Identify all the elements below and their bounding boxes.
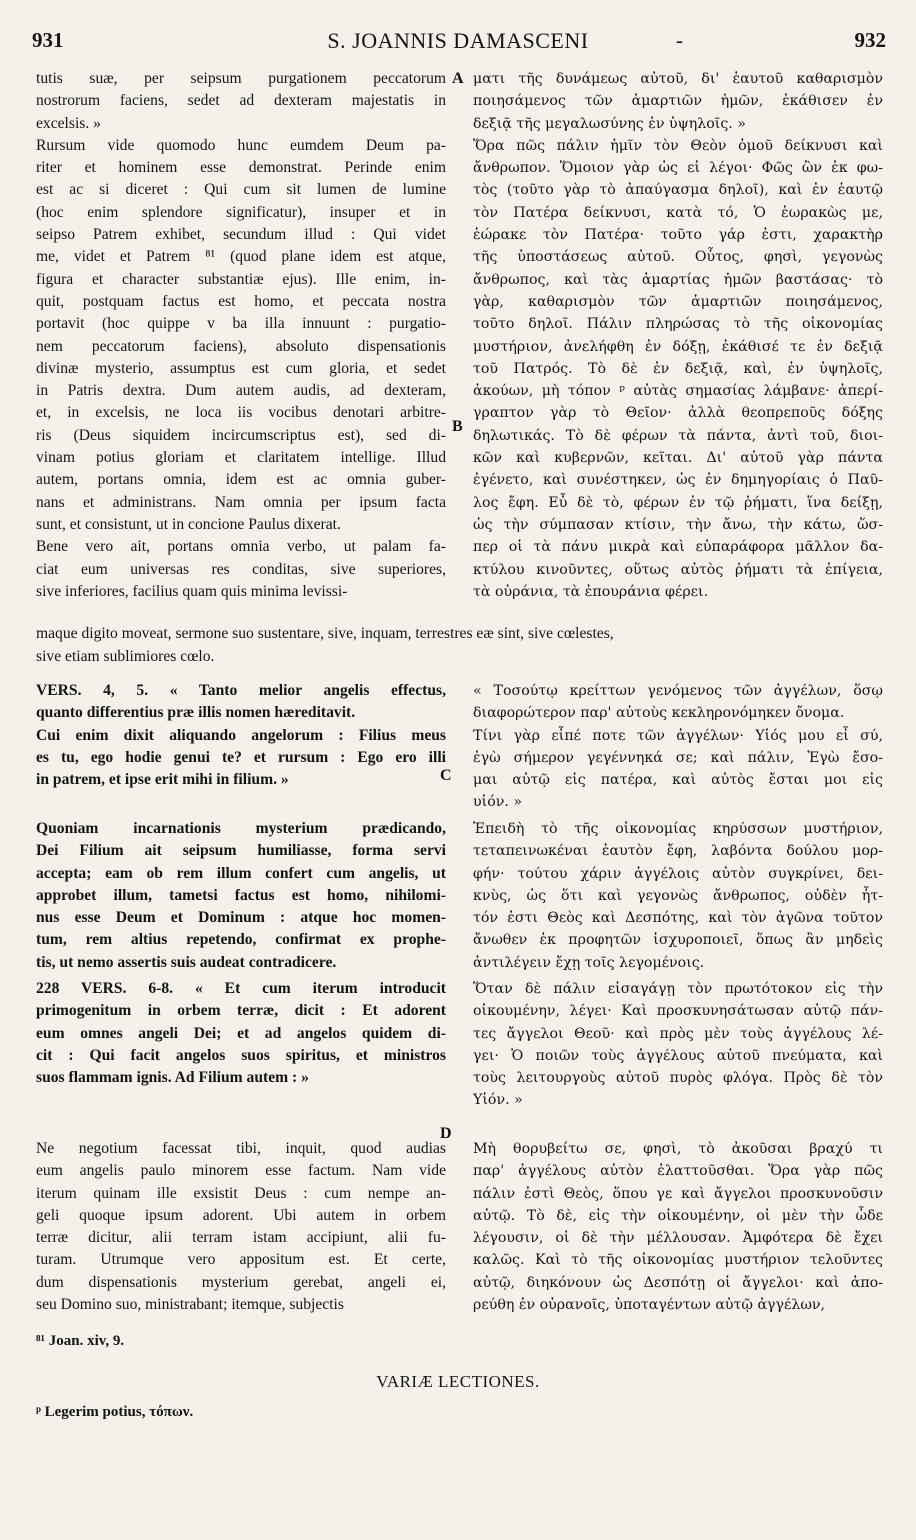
spanning-line-2: sive etiam sublimiores cœlo. (36, 648, 215, 665)
text-line: seipso Patrem exhibet, secundum illud : Qui videt (36, 226, 446, 244)
text-line: πάλιν ἐστὶ Θεὸς, ὅπου γε καὶ ἄγγελοι προσκυνοῦσιν (473, 1185, 883, 1202)
text-line: τοὺς λειτουργοὺς αὐτοῦ πυρὸς φλόγα. Πρὸς δὲ τὸν (473, 1070, 883, 1087)
text-line: excelsis. » (36, 114, 101, 132)
text-line: τὰ οὐράνια, τὰ ἐπουράνια φέρει. (473, 583, 709, 600)
text-line: γὰρ, καθαρισμὸν τῶν ἁμαρτιῶν ποιησάμενος, (473, 293, 883, 310)
latin-column-block-5 (36, 1138, 446, 1316)
text-line: τόν ἐστι Θεὸς καὶ Δεσπότης, καὶ τὸν ἀγῶνα τοῦτον (473, 910, 883, 927)
margin-marker-b: B (452, 418, 463, 435)
text-line: Τίνι γὰρ εἶπέ ποτε τῶν ἀγγέλων· Υἱός μου εἶ σύ, (473, 727, 883, 744)
variae-lectiones-heading: VARIÆ LECTIONES. (376, 1372, 540, 1391)
spanning-line: maque digito moveat, sermone suo sustentare, sive, inquam, terrestres eæ sint, sive cœlestes, (36, 625, 614, 642)
text-line: nans et administrans. Nam omnia per ipsum facta (36, 493, 446, 511)
text-line: 228 VERS. 6-8. « Et cum iterum introducit (36, 980, 446, 997)
left-page-number: 931 (32, 28, 64, 52)
text-line: Dei Filium ait seipsum humiliasse, forma servi (36, 842, 446, 860)
text-line: autem, portans omnia, idem est ac omnia guber- (36, 471, 446, 489)
greek-column-block-2 (473, 680, 883, 814)
text-line: primogenitum in orbem terræ, dicit : Et adorent (36, 1002, 446, 1020)
text-line: Ὅταν δὲ πάλιν εἰσαγάγῃ τὸν πρωτότοκον εἰς τὴν (473, 981, 883, 997)
margin-marker-a: A (452, 70, 464, 87)
text-line: ματι τῆς δυνάμεως αὐτοῦ, δι' ἑαυτοῦ καθαρισμὸν (473, 71, 883, 87)
text-line: μαι αὐτῷ εἰς πατέρα, καὶ αὐτὸς ἔσται μοι εἰς (473, 772, 883, 789)
latin-column-block-3 (36, 818, 446, 974)
latin-column-block-2 (36, 680, 446, 791)
text-line: ἐγὼ σήμερον γεγέννηκά σε; καὶ πάλιν, Ἐγὼ ἔσο- (473, 749, 883, 766)
text-line: τες ἄγγελοι Θεοῦ· καὶ πρὸς μὲν τοὺς ἀγγέλους λέ- (473, 1025, 883, 1042)
text-line: vinam potius gloriam et claritatem intellige. Illud (36, 449, 446, 467)
text-line: tutis suæ, per seipsum purgationem peccatorum (36, 70, 446, 87)
text-line: τεταπεινωκέναι ἑαυτὸν ἔφη, λαβόντα δούλου μορ- (473, 843, 883, 860)
text-line: riter et hominem esse demonstrat. Perinde enim (36, 159, 446, 177)
text-line: φήν· τούτου χάριν ἀγγέλοις αὐτὸν συγκρίνει, δει- (473, 865, 883, 882)
text-line: sunt, et consistunt, ut in concione Paulus dixerat. (36, 515, 341, 533)
text-line: quanto differentius præ illis nomen hæreditavit. (36, 704, 356, 722)
text-line: κτύλου κινοῦντες, οὕτως αὐτὸς ῥήματι τὰ ἐπίγεια, (473, 561, 883, 578)
greek-column-block-1 (473, 68, 883, 603)
greek-column-block-5 (473, 1138, 883, 1316)
text-line: nus esse Deum et Dominum : atque hoc momen- (36, 909, 446, 927)
text-line: VERS. 4, 5. « Tanto melior angelis effectus, (36, 682, 446, 699)
text-line: est ac si diceret : Qui cum sit lumen de lumine (36, 181, 446, 199)
text-line: et, in excelsis, ne loca iis vocibus denotari arbitre- (36, 404, 446, 422)
footnote: ⁸¹ Joan. xiv, 9. (36, 1333, 125, 1349)
text-line: περ οἱ τὰ πάνυ μικρὰ καὶ εὐπαράφορα μᾶλλον δα- (473, 539, 883, 556)
text-line: approbet illum, tametsi factus est homo, nihilomi- (36, 886, 446, 904)
text-line: Μὴ θορυβείτω σε, φησὶ, τὸ ἀκοῦσαι βραχύ τι (473, 1141, 883, 1157)
text-line: αὐτῷ, διηκόνουν ὡς Δεσπότῃ οἱ ἄγγελοι· καὶ ἀπο- (473, 1274, 883, 1291)
text-line: geli quoque ipsum adorent. Ubi autem in orbem (36, 1206, 446, 1224)
text-line: τοῦ Πατρός. Τὸ δὲ ἐν δεξιᾷ, καὶ, ἐν ὑψηλοῖς, (473, 360, 883, 377)
text-line: τῆς ὑποστάσεως αὐτοῦ. Οὗτος, φησὶ, γεγονὼς (473, 249, 883, 266)
text-line: ciat eum universas res conditas, sive superiores, (36, 560, 446, 578)
text-line: seu Domino suo, ministrabant; itemque, subjectis (36, 1296, 344, 1314)
text-line: Ὅρα πῶς πάλιν ἡμῖν τὸν Θεὸν ὁμοῦ δείκνυσι καὶ (473, 137, 883, 154)
text-line: γει· Ὁ ποιῶν τοὺς ἀγγέλους αὐτοῦ πνεύματα, καὶ (473, 1047, 883, 1064)
text-line: in patrem, et ipse erit mihi in filium. » (36, 771, 289, 789)
text-line: ἐγένετο, καὶ συνέστηκεν, ὡς ἐν δημηγορίαις ὁ Παῦ- (473, 472, 883, 489)
text-line: Cui enim dixit aliquando angelorum : Filius meus (36, 726, 446, 744)
text-line: Quoniam incarnationis mysterium prædicando, (36, 820, 446, 837)
text-line: δεξιᾷ τῆς μεγαλωσύνης ἐν ὑψηλοῖς. » (473, 115, 746, 132)
latin-column-block-4 (36, 978, 446, 1089)
text-line: γραπτον γὰρ τὸ Θεῖον· ἀλλὰ θεοπρεποῦς δόξης (473, 405, 883, 422)
text-line: eum omnes angeli Dei; et ad angelos quidem di- (36, 1024, 446, 1042)
text-line: sive inferiores, facilius quam quis minima levissi- (36, 582, 348, 600)
text-line: figura et character substantiæ ejus). Ille enim, in- (36, 270, 446, 288)
text-line: λέγουσιν, οἱ δὲ τὴν μέλλουσαν. Ἀμφότερα δὲ ἔχει (473, 1230, 883, 1247)
text-line: iterum quinam ille exsistit Deus : cum nempe an- (36, 1184, 446, 1202)
text-line: cit : Qui facit angelos suos spiritus, et ministros (36, 1046, 446, 1064)
text-line: παρ' ἀγγέλους αὐτὸν ἐλαττοῦσθαι. Ὅρα γὰρ πῶς (473, 1163, 883, 1180)
running-title: S. JOANNIS DAMASCENI (327, 28, 589, 53)
text-line: αὐτῷ. Τὸ δὲ, εἰς τὴν οἰκουμένην, οἱ μὲν τὴν ὧδε (473, 1207, 883, 1224)
text-line: accepta; eam ob rem illum confert cum angelis, ut (36, 864, 446, 882)
text-line: ἀκούων, μὴ τόπον ᵖ αὐτὰς σημασίας λάμβανε· ἀπερί- (473, 383, 883, 400)
margin-marker-d: D (440, 1125, 452, 1142)
text-line: διαφορώτερον παρ' αὐτοὺς κεκληρονόμηκεν ὄνομα. (473, 705, 845, 722)
text-line: κῶν καὶ κυβερνῶν, κεῖται. Δι' αὐτοῦ γὰρ πάντα (473, 450, 883, 467)
text-line: divinæ mysterio, assumptus est cum gloria, et sedet (36, 359, 446, 377)
text-line: ρεύθη ἐν οὐρανοῖς, ὑποταγέντων αὐτῷ ἀγγέλων, (473, 1297, 826, 1314)
right-page-number: 932 (854, 28, 886, 52)
text-line: quit, postquam factus est homo, et peccata nostra (36, 292, 446, 310)
text-line: Ἐπειδὴ τὸ τῆς οἰκονομίας κηρύσσων μυστήριον, (473, 821, 883, 837)
text-line: dum dispensationis mysterium gerebat, angeli ei, (36, 1273, 446, 1291)
text-line: τοῦτο δηλοῖ. Πάλιν πληρώσας τὸ τῆς οἰκονομίας (473, 316, 883, 333)
text-line: οἰκουμένην, λέγει· Καὶ προσκυνησάτωσαν αὐτῷ πάν- (473, 1003, 883, 1020)
text-line: suos flammam ignis. Ad Filium autem : » (36, 1069, 309, 1087)
text-line: κνὺς, ὡς ὅτι καὶ γεγονὼς ἄνθρωπος, οὐδὲν ἧτ- (473, 887, 883, 904)
margin-marker-c: C (440, 767, 452, 784)
text-line: ὡς τὴν σύμπασαν κτίσιν, τὴν ἄνω, τὴν κάτω, ὥσ- (473, 516, 883, 533)
text-line: ἀντιλέγειν ἔχῃ τοῖς λεγομένοις. (473, 954, 705, 971)
text-line: δηλωτικάς. Τὸ δὲ φέρων τὰ πάντα, ἀντὶ τοῦ, διοι- (473, 427, 883, 444)
text-line: in Patris dextra. Dum autem audis, ad dexteram, (36, 382, 446, 400)
text-line: es tu, ego hodie genui te? et rursum : Ego ero illi (36, 748, 446, 766)
text-line: nem peccatorum faciens), absoluto dispensationis (36, 337, 446, 355)
text-line: μυστήριον, ἀνελήφθη ἐν δόξῃ, ἐκάθισέ τε ἐν δεξιᾷ (473, 338, 883, 355)
text-line: καλῶς. Καὶ τὸ τῆς οἰκονομίας μυστήριον τελοῦντες (473, 1252, 883, 1269)
text-line: Rursum vide quomodo hunc eumdem Deum pa- (36, 136, 446, 154)
latin-column-block-1 (36, 68, 446, 603)
text-line: ἄνθρωπον. Ὅμοιον γὰρ ὡς εἰ λέγοι· Φῶς ὢν ἐκ φω- (473, 160, 883, 177)
text-line: nostrorum faciens, sedet ad dexteram majestatis in (36, 92, 446, 110)
text-line: τὸς (τοῦτο γὰρ τὸ ἀπαύγασμα δηλοῖ), καὶ ἐν ἑαυτῷ (473, 182, 883, 199)
text-line: turam. Utrumque vero appositum est. Et certe, (36, 1251, 446, 1269)
text-line: Υἱόν. » (473, 1092, 523, 1109)
text-line: me, videt et Patrem ⁸¹ (quod plane idem est atque, (36, 248, 446, 266)
text-line: tis, ut nemo assertis suis audeat contradicere. (36, 953, 337, 971)
text-line: ποιησάμενος τῶν ἁμαρτιῶν ἡμῶν, ἐκάθισεν ἐν (473, 93, 883, 110)
text-line: Bene vero ait, portans omnia verbo, ut palam fa- (36, 538, 446, 556)
text-line: υἱόν. » (473, 794, 523, 811)
text-line: τὸν Πατέρα δείκνυσι, κατὰ τό, Ὁ ἑωρακὼς με, (473, 204, 883, 221)
text-line: ἄνωθεν ἐκ προφητῶν ἰσχυροποιεῖ, ὅπως ἂν μηδεὶς (473, 932, 883, 949)
variant-reading: ᵖ Legerim potius, τόπων. (36, 1404, 194, 1420)
text-line: « Τοσούτῳ κρείττων γενόμενος τῶν ἀγγέλων, ὅσῳ (473, 683, 883, 699)
header-dash: - (676, 28, 683, 52)
greek-column-block-3 (473, 818, 883, 974)
text-line: Ne negotium facessat tibi, inquit, quod audias (36, 1140, 446, 1157)
greek-column-block-4 (473, 978, 883, 1112)
text-line: λος ἔφη. Εὖ δὲ τὸ, φέρων ἐν τῷ ῥήματι, ἵνα δείξῃ, (473, 494, 883, 511)
text-line: ris (Deus siquidem incircumscriptus est), sed di- (36, 426, 446, 444)
text-line: tum, rem altius repetendo, confirmat ex prophe- (36, 931, 446, 949)
text-line: terræ dicitur, alii terram istam accipiunt, alii fu- (36, 1229, 446, 1247)
text-line: (hoc enim splendore significatur), insuper et in (36, 203, 446, 221)
text-line: ἑώρακε τὸν Πατέρα· τοῦτο γάρ ἐστι, χαρακτὴρ (473, 227, 883, 244)
text-line: ἄνθρωπος, καὶ τὰς ἁμαρτίας ἡμῶν βαστάσας· τὸ (473, 271, 883, 288)
text-line: eum angelis paulo minorem esse factum. Nam vide (36, 1162, 446, 1180)
text-line: portavit (hoc quippe v ba illa innuunt : purgatio- (36, 315, 446, 333)
